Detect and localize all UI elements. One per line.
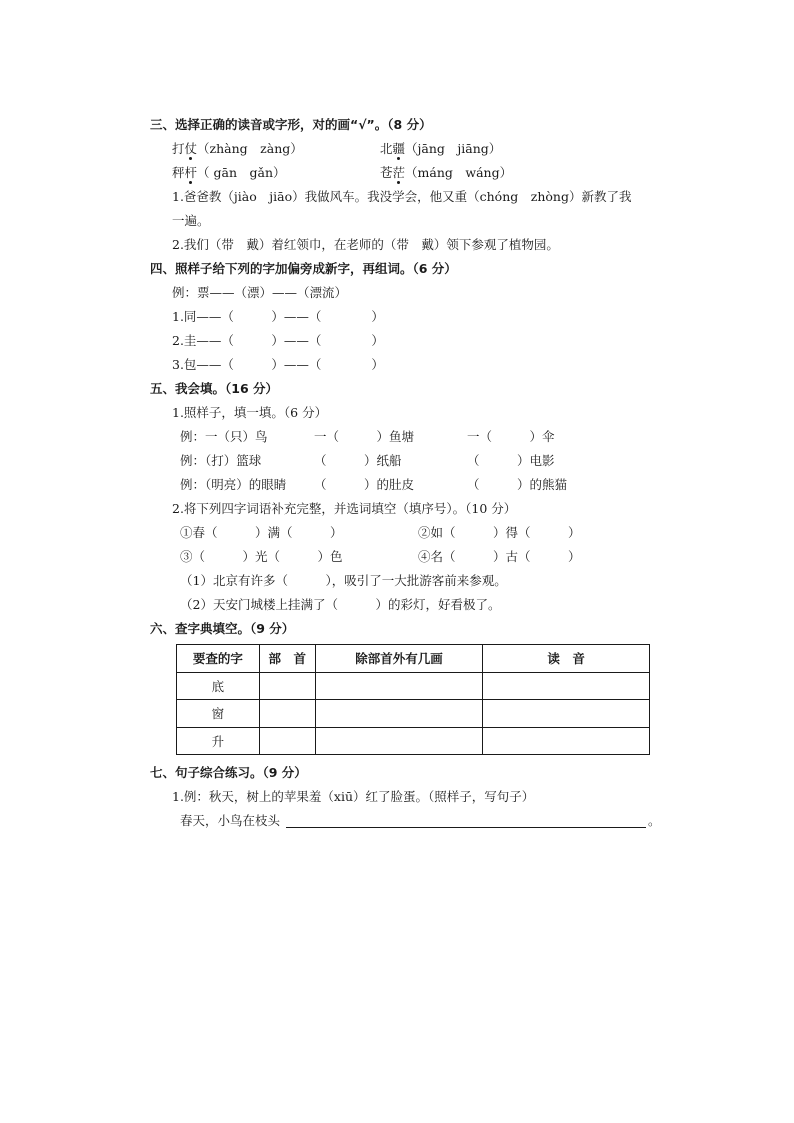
header-radical: 部 首 bbox=[259, 645, 315, 673]
s5-blank-2b: （ ）纸船 bbox=[314, 453, 402, 468]
s5-blank-1c: 一（ ）伞 bbox=[467, 429, 555, 444]
row-char: 窗 bbox=[177, 700, 260, 728]
dotted-char: 仗 bbox=[184, 141, 198, 156]
idiom-4: ④名（ ）古（ ） bbox=[418, 549, 581, 564]
idiom-2: ②如（ ）得（ ） bbox=[418, 525, 581, 540]
s3-question-2: 2.我们（带 戴）着红领巾，在老师的（带 戴）领下参观了植物园。 bbox=[172, 237, 559, 252]
strokes-cell[interactable] bbox=[315, 700, 483, 728]
s4-example: 例：票——（漂）——（漂流） bbox=[172, 285, 348, 300]
answer-underline[interactable] bbox=[286, 827, 646, 828]
section-4-title: 四、照样子给下列的字加偏旁成新字，再组词。（6 分） bbox=[150, 261, 457, 276]
section-6-title: 六、查字典填空。（9 分） bbox=[150, 621, 295, 636]
fill-sentence-2: （2）天安门城楼上挂满了（ ）的彩灯，好看极了。 bbox=[180, 597, 501, 612]
dotted-char: 茫 bbox=[392, 165, 406, 180]
idiom-1: ①春（ ）满（ ） bbox=[180, 525, 343, 540]
s7-sentence-end: 。 bbox=[648, 813, 661, 828]
radical-cell[interactable] bbox=[259, 727, 315, 755]
s5-example-2: 例：（打）篮球 bbox=[180, 453, 262, 468]
strokes-cell[interactable] bbox=[315, 727, 483, 755]
word-prefix: 苍 bbox=[380, 165, 393, 180]
s7-sentence-lead: 春天，小鸟在枝头 bbox=[180, 813, 281, 828]
s5-example-3: 例：（明亮）的眼睛 bbox=[180, 477, 287, 492]
table-row bbox=[177, 672, 650, 700]
header-strokes: 除部首外有几画 bbox=[315, 645, 483, 673]
pinyin-choice-4 bbox=[380, 165, 512, 181]
pronunciation-cell[interactable] bbox=[483, 700, 650, 728]
pinyin-options: （ gān gǎn） bbox=[197, 165, 286, 180]
row-char: 底 bbox=[177, 672, 260, 700]
pinyin-options: （zhàng zàng） bbox=[197, 141, 303, 156]
radical-cell[interactable] bbox=[259, 672, 315, 700]
s5-question-2-title: 2.将下列四字词语补充完整，并选词填空（填序号）。（10 分） bbox=[172, 501, 517, 516]
table-row bbox=[177, 700, 650, 728]
s5-blank-3c: （ ）的熊猫 bbox=[467, 477, 568, 492]
dotted-char: 杆 bbox=[184, 165, 198, 180]
dotted-char: 疆 bbox=[392, 141, 406, 156]
s7-question-1: 1.例：秋天，树上的苹果羞（xiū）红了脸蛋。（照样子，写句子） bbox=[172, 789, 535, 804]
row-char: 升 bbox=[177, 727, 260, 755]
pinyin-options: （máng wáng） bbox=[405, 165, 513, 180]
pronunciation-cell[interactable] bbox=[483, 727, 650, 755]
s4-item-1: 1.同——（ ）——（ ） bbox=[172, 309, 384, 324]
pinyin-choice-1 bbox=[172, 141, 303, 157]
s3-question-1-line-1: 1.爸爸教（jiào jiāo）我做风车。我没学会，他又重（chóng zhòng）新教了我 bbox=[172, 189, 632, 204]
dictionary-table bbox=[176, 644, 650, 755]
s5-question-1-title: 1.照样子，填一填。（6 分） bbox=[172, 405, 328, 420]
fill-sentence-1: （1）北京有许多（ ），吸引了一大批游客前来参观。 bbox=[180, 573, 507, 588]
word-prefix: 北 bbox=[380, 141, 393, 156]
s5-blank-3b: （ ）的肚皮 bbox=[314, 477, 415, 492]
word-prefix: 打 bbox=[172, 141, 185, 156]
pinyin-choice-3 bbox=[172, 165, 286, 181]
s3-question-1-line-2: 一遍。 bbox=[172, 213, 210, 228]
s4-item-3: 3.包——（ ）——（ ） bbox=[172, 357, 384, 372]
radical-cell[interactable] bbox=[259, 700, 315, 728]
section-7-title: 七、句子综合练习。（9 分） bbox=[150, 765, 307, 780]
word-prefix: 秤 bbox=[172, 165, 185, 180]
table-header-row bbox=[177, 645, 650, 673]
header-pronunciation: 读 音 bbox=[483, 645, 650, 673]
idiom-3: ③（ ）光（ ）色 bbox=[180, 549, 343, 564]
table-row bbox=[177, 727, 650, 755]
s5-blank-1b: 一（ ）鱼塘 bbox=[314, 429, 415, 444]
pinyin-options: （jāng jiāng） bbox=[405, 141, 502, 156]
s4-item-2: 2.圭——（ ）——（ ） bbox=[172, 333, 384, 348]
strokes-cell[interactable] bbox=[315, 672, 483, 700]
s5-blank-2c: （ ）电影 bbox=[467, 453, 555, 468]
header-char: 要查的字 bbox=[177, 645, 260, 673]
s5-example-1: 例：一（只）鸟 bbox=[180, 429, 268, 444]
section-5-title: 五、我会填。（16 分） bbox=[150, 381, 278, 396]
pronunciation-cell[interactable] bbox=[483, 672, 650, 700]
section-3-title: 三、选择正确的读音或字形，对的画“√”。（8 分） bbox=[150, 117, 432, 132]
pinyin-choice-2 bbox=[380, 141, 501, 157]
